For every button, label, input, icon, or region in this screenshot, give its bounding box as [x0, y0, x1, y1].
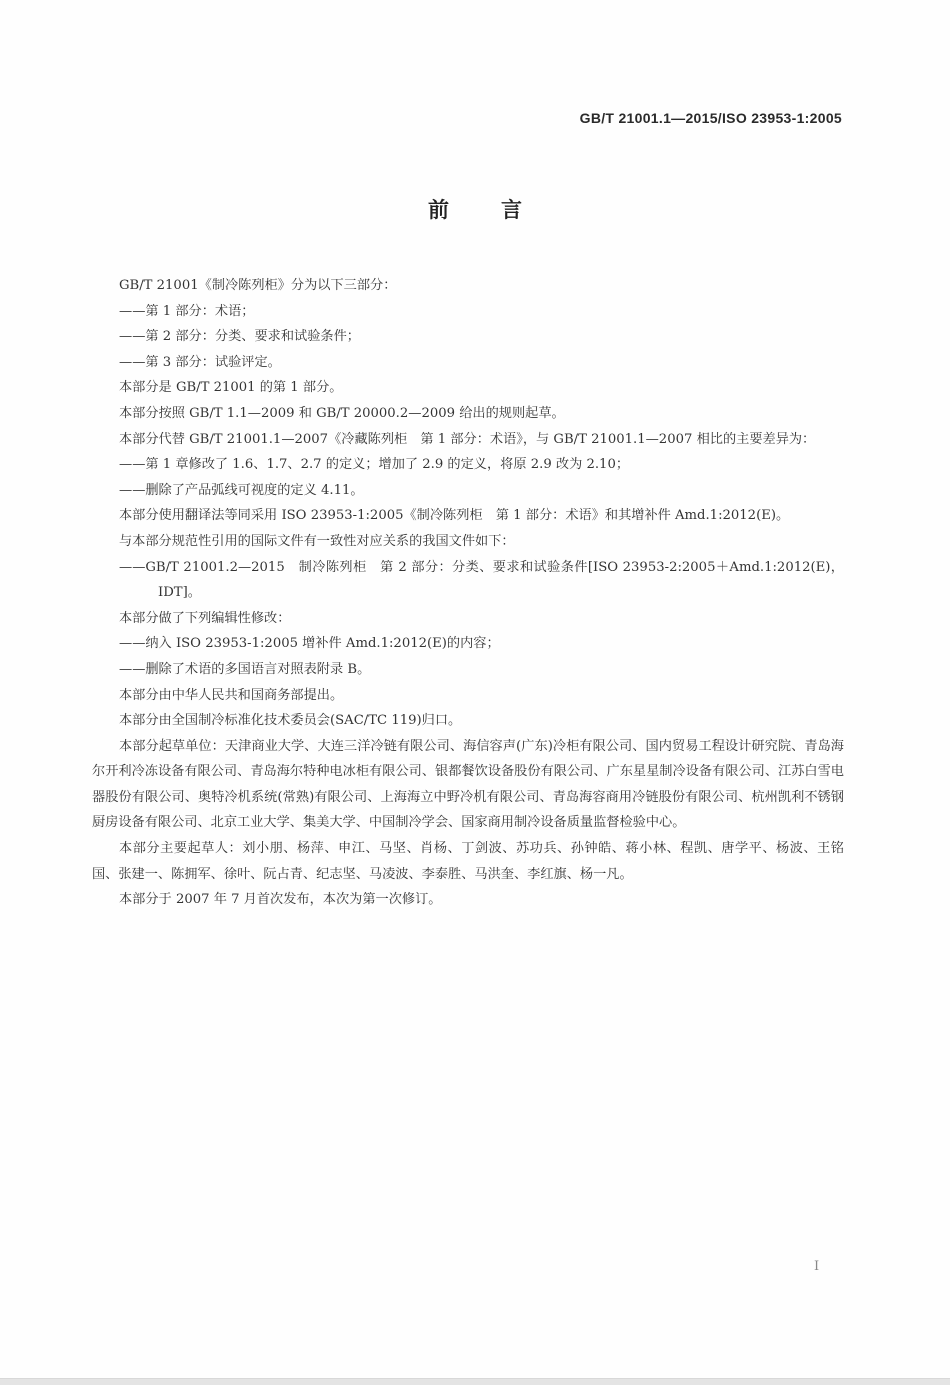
- page-number: I: [814, 1259, 820, 1274]
- page-title: 前言: [428, 198, 574, 222]
- list-item-part-1: ——第 1 部分：术语；: [119, 303, 255, 319]
- paragraph-drafting-units: 本部分起草单位：天津商业大学、大连三洋冷链有限公司、海信容声(广东)冷柜有限公司、国内贸易工程设计研究院、青岛海尔开利冷冻设备有限公司、青岛海尔特种电冰柜有限公司、银都餐饮设备股份有限公司、广东星星制冷设备有限公司、江苏白雪电器股份有限公司、奥特冷机系统(常熟)有限公司、上海海立中野冷机有限公司、青岛海容商用冷链股份有限公司、杭州凯利不锈钢厨房设备有限公司、北京工业大学、集美大学、中国制冷学会、国家商用制冷设备质量监督检验中心。: [92, 738, 844, 831]
- paragraph-history: 本部分于 2007 年 7 月首次发布，本次为第一次修订。: [119, 892, 442, 908]
- paragraph-editorial-intro: 本部分做了下列编辑性修改：: [119, 610, 291, 626]
- paragraph-proposed-by: 本部分由中华人民共和国商务部提出。: [119, 687, 344, 703]
- paragraph-drafters: 本部分主要起草人：刘小朋、杨萍、申江、马坚、肖杨、丁剑波、苏功兵、孙钟皓、蒋小林、程凯、唐学平、杨波、王铭国、张建一、陈拥军、徐叶、阮占青、纪志坚、马凌波、李泰胜、马洪奎、李红旗、杨一凡。: [92, 841, 844, 882]
- paragraph-replaces: 本部分代替 GB/T 21001.1—2007《冷藏陈列柜 第 1 部分：术语》，与 GB/T 21001.1—2007 相比的主要差异为：: [119, 431, 816, 447]
- paragraph-parts-intro: GB/T 21001《制冷陈列柜》分为以下三部分：: [119, 278, 397, 293]
- paragraph-translation: 本部分使用翻译法等同采用 ISO 23953-1:2005《制冷陈列柜 第 1 部分：术语》和其增补件 Amd.1:2012(E)。: [119, 508, 790, 524]
- list-item-editorial-2: ——删除了术语的多国语言对照表附录 B。: [119, 661, 371, 677]
- standard-code-header: GB/T 21001.1—2015/ISO 23953-1:2005: [579, 110, 842, 126]
- list-item-part-2: ——第 2 部分：分类、要求和试验条件；: [119, 329, 360, 345]
- list-item-reference: ——GB/T 21001.2—2015 制冷陈列柜 第 2 部分：分类、要求和试验条件[ISO 23953-2:2005＋Amd.1:2012(E)，IDT]。: [119, 559, 844, 601]
- paragraph-drafting-rules: 本部分按照 GB/T 1.1—2009 和 GB/T 20000.2—2009 给出的规则起草。: [119, 405, 565, 421]
- list-item-change-1: ——第 1 章修改了 1.6、1.7、2.7 的定义；增加了 2.9 的定义，将原 2.9 改为 2.10；: [119, 457, 630, 473]
- paragraph-correspondence: 与本部分规范性引用的国际文件有一致性对应关系的我国文件如下：: [119, 533, 515, 549]
- paragraph-administered-by: 本部分由全国制冷标准化技术委员会(SAC/TC 119)归口。: [119, 713, 462, 729]
- list-item-part-3: ——第 3 部分：试验评定。: [119, 354, 281, 370]
- list-item-change-2: ——删除了产品弧线可视度的定义 4.11。: [119, 482, 364, 498]
- list-item-editorial-1: ——纳入 ISO 23953-1:2005 增补件 Amd.1:2012(E)的内容；: [119, 636, 500, 652]
- foreword-body: [92, 273, 844, 913]
- paragraph-this-part: 本部分是 GB/T 21001 的第 1 部分。: [119, 380, 343, 396]
